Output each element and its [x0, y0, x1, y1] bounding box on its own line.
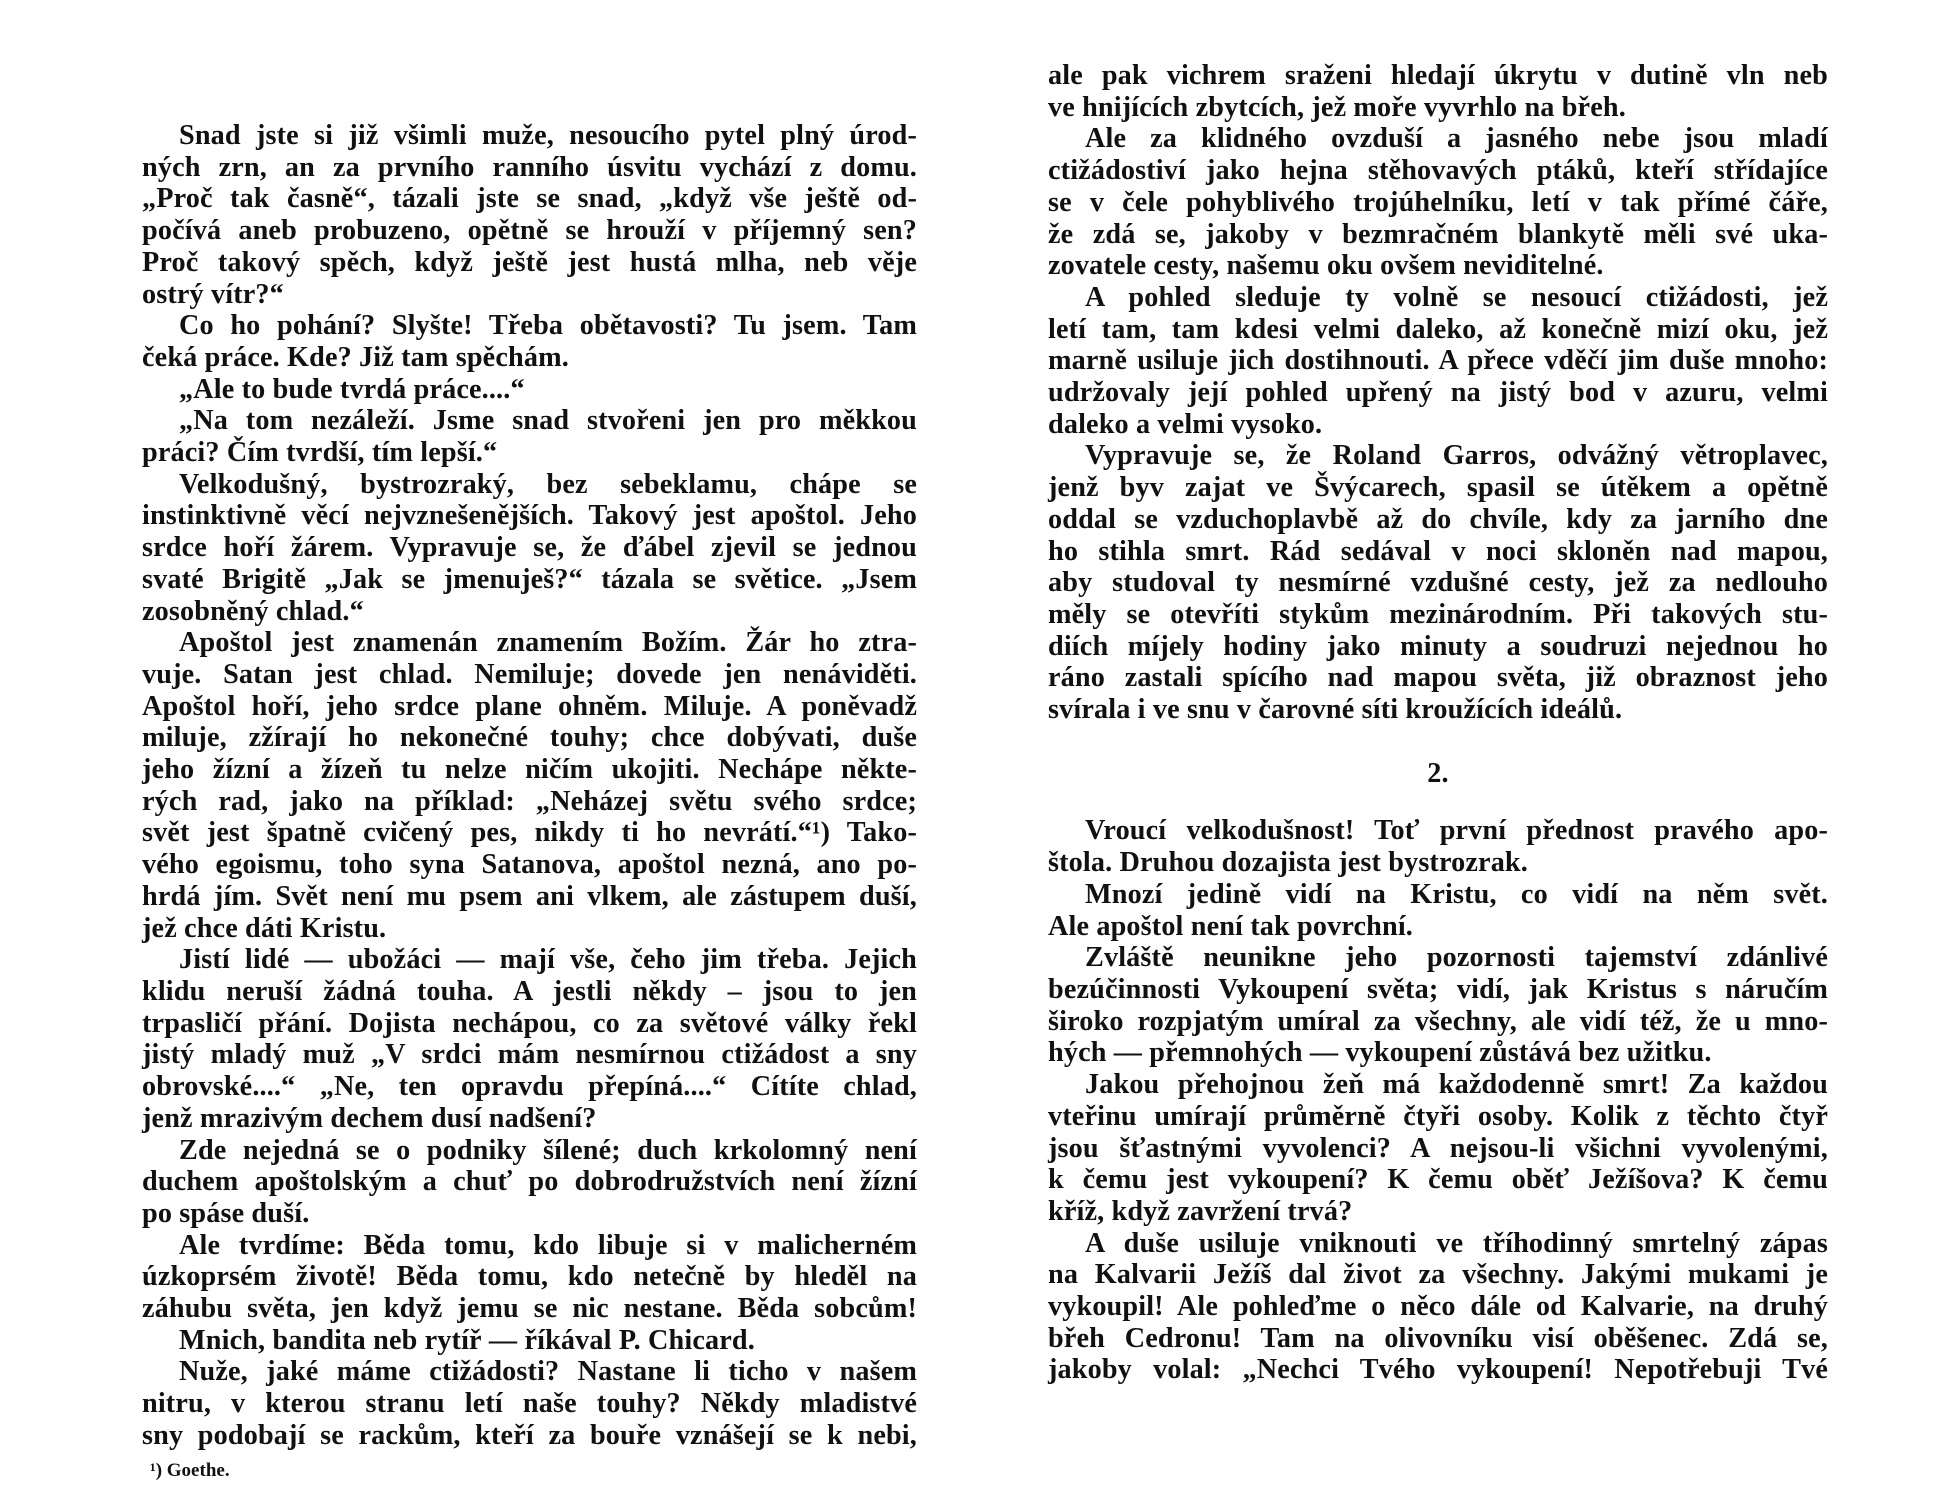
text-line: rých rad, jako na příklad: „Neházej světu svého srdce; — [142, 785, 917, 817]
left-page-text — [142, 120, 917, 1452]
text-line: Proč takový spěch, když ještě jest hustá mlha, neb věje — [142, 246, 917, 278]
text-line: Co ho pohání? Slyšte! Třeba obětavosti? Tu jsem. Tam — [179, 310, 917, 342]
text-line: marně usiluje jich dostihnouti. A přece vděčí jim duše mnoho: — [1048, 345, 1828, 377]
text-line: sny podobají se rackům, kteří za bouře vznášejí se k nebi, — [142, 1419, 917, 1451]
text-line: Ale apoštol není tak povrchní. — [1048, 910, 1413, 942]
text-line: jistý mladý muž „V srdci mám nesmírnou ctižádost a sny — [142, 1039, 917, 1071]
text-line: břeh Cedronu! Tam na olivovníku visí oběšenec. Zdá se, — [1048, 1322, 1828, 1354]
text-line: Jakou přehojnou žeň má každodenně smrt! Za každou — [1085, 1069, 1828, 1101]
text-line: „Proč tak časně“, tázali jste se snad, „když vše ještě od- — [142, 183, 917, 215]
text-line: trpasličí přání. Dojista nechápou, co za světové války řekl — [142, 1007, 917, 1039]
text-line: instinktivně věcí nejvznešenějších. Takový jest apoštol. Jeho — [142, 500, 917, 532]
text-line: diích míjely hodiny jako minuty a soudruzi nejednou ho — [1048, 630, 1828, 662]
text-line: obrovské....“ „Ne, ten opravdu přepíná....“ Cítíte chlad, — [142, 1071, 917, 1103]
right-page-text — [1048, 60, 1828, 1386]
text-line: bezúčinnosti Vykoupení světa; vidí, jak Kristus s náručím — [1048, 973, 1828, 1005]
text-line: daleko a velmi vysoko. — [1048, 408, 1323, 440]
text-line: klidu neruší žádná touha. A jestli někdy – jsou to jen — [142, 975, 917, 1007]
text-line: čeká práce. Kde? Již tam spěchám. — [142, 341, 569, 373]
text-line: ctižádostiví jako hejna stěhovavých ptáků, kteří střídajíce — [1048, 155, 1828, 187]
text-line: k čemu jest vykoupení? K čemu oběť Ježíšova? K čemu — [1048, 1164, 1828, 1196]
text-line: hých — přemnohých — vykoupení zůstává bez užitku. — [1048, 1037, 1712, 1069]
text-line: srdce hoří žárem. Vypravuje se, že ďábel zjevil se jednou — [142, 532, 917, 564]
text-line: Zvláště neunikne jeho pozornosti tajemství zdánlivé — [1085, 942, 1828, 974]
text-line: oddal se vzduchoplavbě až do chvíle, kdy za jarního dne — [1048, 503, 1828, 535]
text-line: Mnich, bandita neb rytíř — říkával P. Chicard. — [179, 1324, 755, 1356]
text-line: svírala i ve snu v čarovné síti kroužících ideálů. — [1048, 694, 1623, 726]
text-line: Vroucí velkodušnost! Toť první přednost pravého apo- — [1085, 815, 1828, 847]
text-line: zovatele cesty, našemu oku ovšem neviditelné. — [1048, 250, 1604, 282]
text-line: letí tam, tam kdesi velmi daleko, až konečně mizí oku, jež — [1048, 313, 1828, 345]
text-line: aby studoval ty nesmírné vzdušné cesty, jež za nedlouho — [1048, 567, 1828, 599]
text-line: ho stihla smrt. Rád sedával v noci skloněn nad mapou, — [1048, 535, 1828, 567]
text-line: jenž byv zajat ve Švýcarech, spasil se útěkem a opětně — [1048, 472, 1828, 504]
text-line: jež chce dáti Kristu. — [142, 912, 387, 944]
text-line: práci? Čím tvrdší, tím lepší.“ — [142, 437, 498, 469]
text-line: miluje, zžírají ho nekonečné touhy; chce dobývati, duše — [142, 722, 917, 754]
text-line: záhubu světa, jen když jemu se nic nestane. Běda sobcům! — [142, 1293, 917, 1325]
text-line: hrdá jím. Svět není mu psem ani vlkem, ale zástupem duší, — [142, 880, 917, 912]
text-line: jakoby volal: „Nechci Tvého vykoupení! Nepotřebuji Tvé — [1048, 1354, 1828, 1386]
section-number: 2. — [1427, 757, 1449, 789]
text-line: kříž, když zavržení trvá? — [1048, 1195, 1353, 1227]
text-line: vuje. Satan jest chlad. Nemiluje; dovede jen nenáviděti. — [142, 658, 917, 690]
text-line: štola. Druhou dozajista jest bystrozrak. — [1048, 847, 1528, 879]
text-line: A pohled sleduje ty volně se nesoucí ctižádosti, jež — [1085, 281, 1828, 313]
text-line: Velkodušný, bystrozraký, bez sebeklamu, chápe se — [179, 468, 917, 500]
text-line: jsou šťastnými vyvolenci? A nejsou-li všichni vyvolenými, — [1048, 1132, 1828, 1164]
text-line: se v čele pohyblivého trojúhelníku, letí v tak přímé čáře, — [1048, 186, 1828, 218]
text-line: vteřinu umírají průměrně čtyři osoby. Kolik z těchto čtyř — [1048, 1100, 1828, 1132]
text-line: Zde nejedná se o podniky šílené; duch krkolomný není — [179, 1134, 917, 1166]
text-line: ostrý vítr?“ — [142, 278, 284, 310]
text-line: ve hnijících zbytcích, jež moře vyvrhlo na břeh. — [1048, 91, 1626, 123]
text-line: počívá aneb probuzeno, opětně se hrouží v příjemný sen? — [142, 215, 917, 247]
text-line: jeho žízní a žízeň tu nelze ničím ukojiti. Nechápe někte- — [142, 754, 917, 786]
text-line: ale pak vichrem sraženi hledají úkrytu v dutině vln neb — [1048, 60, 1828, 91]
text-line: Apoštol jest znamenán znamením Božím. Žár ho ztra- — [179, 627, 917, 659]
text-line: vého egoismu, toho syna Satanova, apoštol nezná, ano po- — [142, 849, 917, 881]
text-line: svaté Brigitě „Jak se jmenuješ?“ tázala se světice. „Jsem — [142, 563, 917, 595]
text-line: nitru, v kterou stranu letí naše touhy? Někdy mladistvé — [142, 1388, 917, 1420]
text-line: Apoštol hoří, jeho srdce plane ohněm. Miluje. A poněvadž — [142, 690, 917, 722]
text-line: jenž mrazivým dechem dusí nadšení? — [142, 1102, 597, 1134]
text-line: po spáse duší. — [142, 1197, 310, 1229]
text-line: Vypravuje se, že Roland Garros, odvážný větroplavec, — [1085, 440, 1828, 472]
text-line: duchem apoštolským a chuť po dobrodružstvích není žízní — [142, 1166, 917, 1198]
text-line: „Na tom nezáleží. Jsme snad stvořeni jen pro měkkou — [179, 405, 917, 437]
text-line: Mnozí jedině vidí na Kristu, co vidí na něm svět. — [1085, 878, 1828, 910]
footnote: ¹) Goethe. — [150, 1460, 230, 1481]
text-line: udržovaly její pohled upřený na jistý bod v azuru, velmi — [1048, 377, 1828, 409]
text-line: široko rozpjatým umíral za všechny, ale vidí též, že u mno- — [1048, 1005, 1828, 1037]
text-line: ráno zastali spícího nad mapou světa, již obraznost jeho — [1048, 662, 1828, 694]
text-line: vykoupil! Ale pohleďme o něco dále od Kalvarie, na druhý — [1048, 1291, 1828, 1323]
text-line: úzkoprsém životě! Běda tomu, kdo netečně by hleděl na — [142, 1261, 917, 1293]
text-line: Ale tvrdíme: Běda tomu, kdo libuje si v malicherném — [179, 1229, 917, 1261]
text-line: Ale za klidného ovzduší a jasného nebe jsou mladí — [1085, 123, 1828, 155]
text-line: Jistí lidé — ubožáci — mají vše, čeho jim třeba. Jejich — [179, 944, 917, 976]
text-line: že zdá se, jakoby v bezmračném blankytě měli své uka- — [1048, 218, 1828, 250]
text-line: zosobněný chlad.“ — [142, 595, 364, 627]
text-line: A duše usiluje vniknouti ve tříhodinný smrtelný zápas — [1085, 1227, 1828, 1259]
text-line: na Kalvarii Ježíš dal život za všechny. Jakými mukami je — [1048, 1259, 1828, 1291]
text-line: ných zrn, an za prvního ranního úsvitu vychází z domu. — [142, 151, 917, 183]
text-line: měly se otevříti stykům mezinárodním. Při takových stu- — [1048, 598, 1828, 630]
text-line: Nuže, jaké máme ctižádosti? Nastane li ticho v našem — [179, 1356, 917, 1388]
text-line: Snad jste si již všimli muže, nesoucího pytel plný úrod- — [179, 120, 917, 151]
text-line: „Ale to bude tvrdá práce....“ — [179, 373, 525, 405]
text-line: svět jest špatně cvičený pes, nikdy ti ho nevrátí.“¹) Tako- — [142, 817, 917, 849]
